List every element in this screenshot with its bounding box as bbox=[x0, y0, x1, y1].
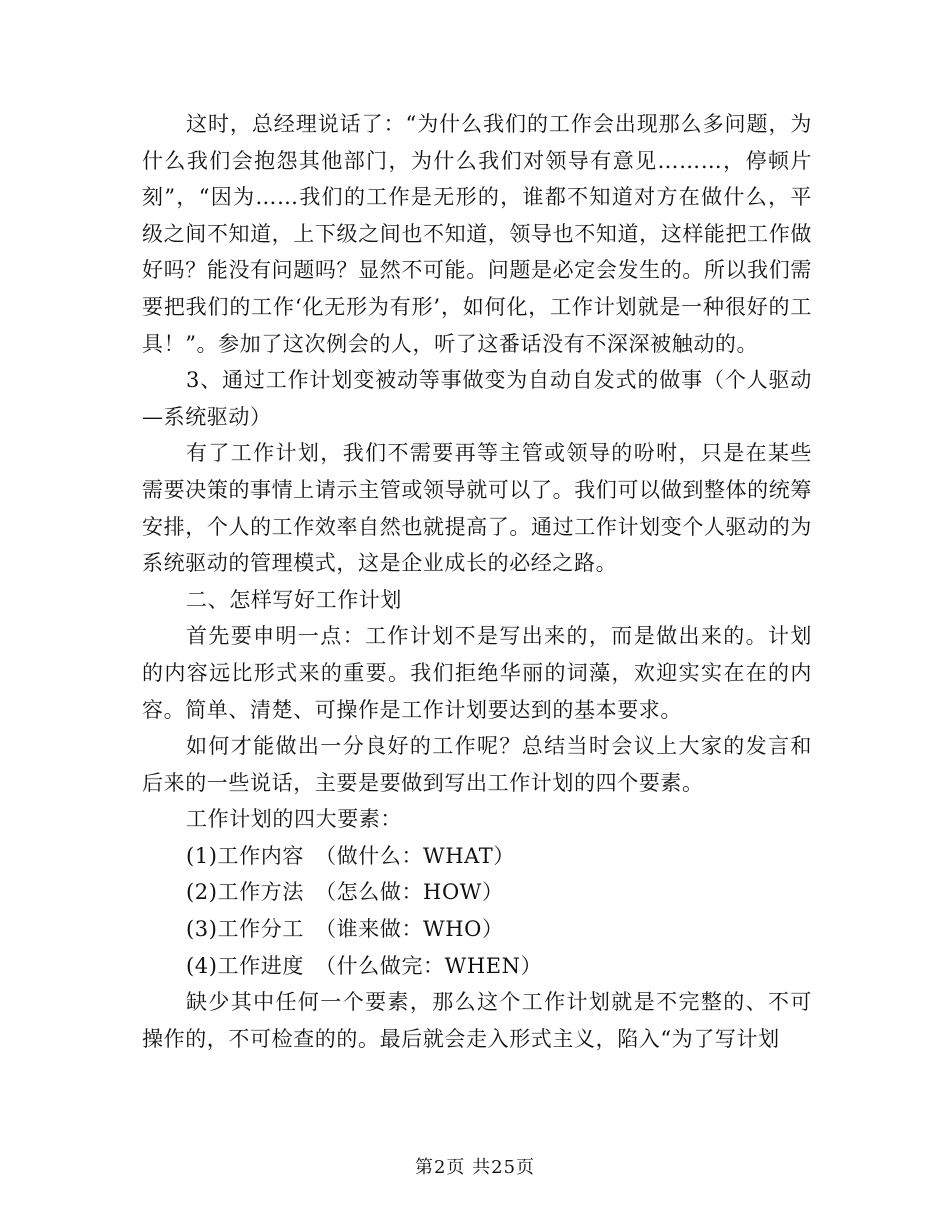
footer-total-pages: 25 bbox=[491, 1157, 517, 1178]
paragraph-manager-speech: 这时，总经理说话了：“为什么我们的工作会出现那么多问题，为什么我们会抱怨其他部门，为什么我们对领导有意见………，停顿片刻”，“因为……我们的工作是无形的，谁都不知道对方在做什么，平级之间不知道，上下级之间也不知道，领导也不知道，这样能把工作做好吗？能没有问题吗？显然不可能。问题是必定会发生的。所以我们需要把我们的工作‘化无形为有形’，如何化，工作计划就是一种很好的工具！”。参加了这次例会的人，听了这番话没有不深深被触动的。 bbox=[142, 112, 812, 356]
footer-suffix: 页 bbox=[516, 1157, 536, 1178]
list-item-element-when: (4)工作进度 （什么做完：WHEN） bbox=[186, 953, 543, 978]
paragraph-system-driven: 有了工作计划，我们不需要再等主管或领导的吩咐，只是在某些需要决策的事情上请示主管或领导就可以了。我们可以做到整体的统筹安排，个人的工作效率自然也就提高了。通过工作计划变个人驱动的为系统驱动的管理模式，这是企业成长的必经之路。 bbox=[142, 441, 812, 576]
footer-page-number: 2 bbox=[433, 1157, 447, 1178]
list-item-element-who: (3)工作分工 （谁来做：WHO） bbox=[186, 917, 504, 942]
list-item-element-what: (1)工作内容 （做什么：WHAT） bbox=[186, 843, 515, 868]
footer-prefix: 第 bbox=[414, 1157, 434, 1178]
page-footer bbox=[0, 1153, 950, 1179]
paragraph-plan-is-done: 首先要申明一点：工作计划不是写出来的，而是做出来的。计划的内容远比形式来的重要。我们拒绝华丽的词藻，欢迎实实在在的内容。简单、清楚、可操作是工作计划要达到的基本要求。 bbox=[142, 624, 812, 722]
footer-middle: 页 共 bbox=[446, 1157, 492, 1178]
heading-how-to-write-plan: 二、怎样写好工作计划 bbox=[186, 587, 402, 612]
document-body bbox=[142, 106, 812, 1057]
paragraph-four-elements-title: 工作计划的四大要素： bbox=[186, 807, 402, 832]
paragraph-missing-element: 缺少其中任何一个要素，那么这个工作计划就是不完整的、不可操作的，不可检查的的。最后就会走入形式主义，陷入“为了写计划 bbox=[142, 990, 812, 1051]
paragraph-section-3-heading: 3、通过工作计划变被动等事做变为自动自发式的做事（个人驱动—系统驱动） bbox=[142, 368, 812, 429]
list-item-element-how: (2)工作方法 （怎么做：HOW） bbox=[186, 880, 504, 905]
paragraph-how-to-make-good-plan: 如何才能做出一分良好的工作呢？总结当时会议上大家的发言和后来的一些说话，主要是要做到写出工作计划的四个要素。 bbox=[142, 734, 812, 795]
